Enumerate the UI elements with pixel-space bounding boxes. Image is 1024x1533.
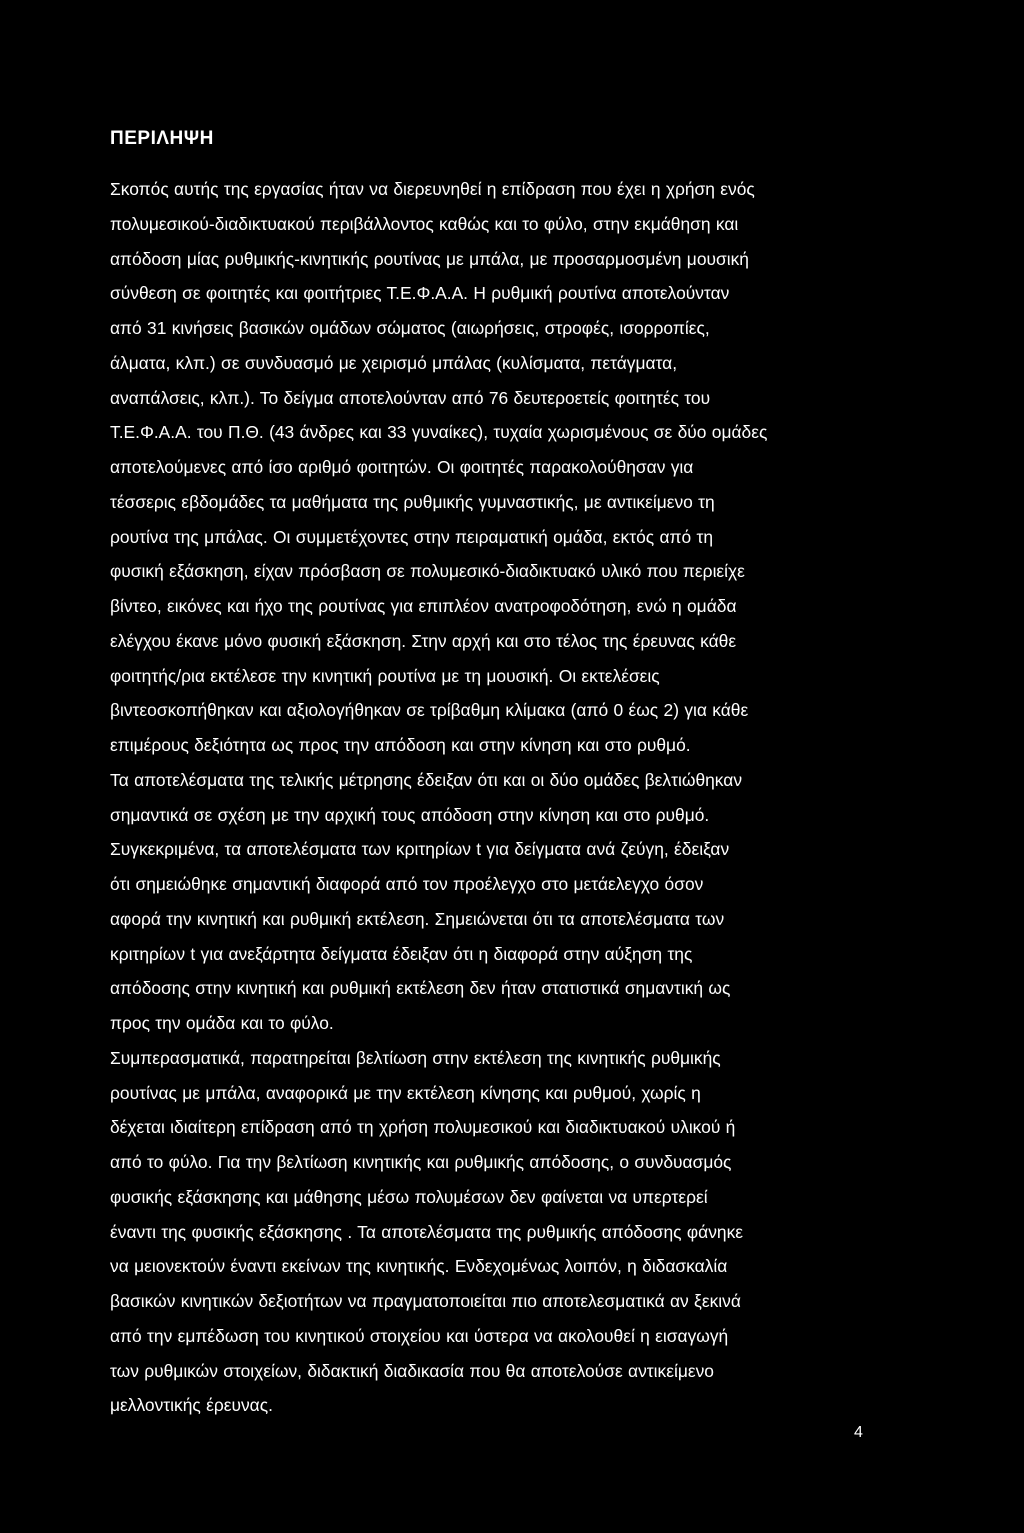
abstract-line: επιμέρους δεξιότητα ως προς την απόδοση και στην κίνηση και στο ρυθμό.: [110, 735, 691, 755]
abstract-body: [110, 172, 910, 1423]
abstract-line: από 31 κινήσεις βασικών ομάδων σώματος (αιωρήσεις, στροφές, ισορροπίες,: [110, 318, 710, 338]
abstract-line: φυσική εξάσκηση, είχαν πρόσβαση σε πολυμεσικό-διαδικτυακό υλικό που περιείχε: [110, 561, 745, 582]
page-number: 4: [854, 1424, 863, 1441]
abstract-line: απόδοσης στην κινητική και ρυθμική εκτέλεση δεν ήταν στατιστικά σημαντική ως: [110, 978, 731, 999]
abstract-line: σημαντικά σε σχέση με την αρχική τους απόδοση στην κίνηση και στο ρυθμό.: [110, 804, 710, 825]
abstract-line: αποτελούμενες από ίσο αριθμό φοιτητών. Οι φοιτητές παρακολούθησαν για: [110, 457, 694, 477]
abstract-line: ελέγχου έκανε μόνο φυσική εξάσκηση. Στην αρχή και στο τέλος της έρευνας κάθε: [110, 630, 737, 651]
abstract-line: των ρυθμικών στοιχείων, διδακτική διαδικασία που θα αποτελούσε αντικείμενο: [110, 1360, 714, 1381]
abstract-line: ρουτίνας με μπάλα, αναφορικά με την εκτέλεση κίνησης και ρυθμού, χωρίς η: [110, 1082, 701, 1103]
abstract-line: φυσικής εξάσκησης και μάθησης μέσω πολυμέσων δεν φαίνεται να υπερτερεί: [110, 1186, 708, 1207]
abstract-line: απόδοση μίας ρυθμικής-κινητικής ρουτίνας με μπάλα, με προσαρμοσμένη μουσική: [110, 248, 749, 269]
abstract-line: Τ.Ε.Φ.Α.Α. του Π.Θ. (43 άνδρες και 33 γυναίκες), τυχαία χωρισμένους σε δύο ομάδες: [110, 422, 768, 443]
abstract-line: από την εμπέδωση του κινητικού στοιχείου και ύστερα να ακολουθεί η εισαγωγή: [110, 1325, 729, 1346]
abstract-line: έναντι της φυσικής εξάσκησης . Τα αποτελέσματα της ρυθμικής απόδοσης φάνηκε: [110, 1221, 744, 1242]
abstract-heading: ΠΕΡΙΛΗΨΗ: [110, 128, 214, 149]
abstract-line: αναπάλσεις, κλπ.). Το δείγμα αποτελούνταν από 76 δευτεροετείς φοιτητές του: [110, 387, 711, 408]
abstract-line: Τα αποτελέσματα της τελικής μέτρησης έδειξαν ότι και οι δύο ομάδες βελτιώθηκαν: [110, 769, 743, 790]
abstract-line: ρουτίνα της μπάλας. Οι συμμετέχοντες στην πειραματική ομάδα, εκτός από τη: [110, 526, 714, 547]
abstract-line: Συγκεκριμένα, τα αποτελέσματα των κριτηρίων t για δείγματα ανά ζεύγη, έδειξαν: [110, 839, 730, 860]
abstract-line: ότι σημειώθηκε σημαντική διαφορά από τον προέλεγχο στο μετάελεγχο όσον: [110, 874, 704, 894]
abstract-line: δέχεται ιδιαίτερη επίδραση από τη χρήση πολυμεσικού και διαδικτυακού υλικού ή: [110, 1117, 736, 1138]
abstract-line: Συμπερασματικά, παρατηρείται βελτίωση στην εκτέλεση της κινητικής ρυθμικής: [110, 1047, 721, 1068]
abstract-line: μελλοντικής έρευνας.: [110, 1395, 273, 1416]
abstract-line: κριτηρίων t για ανεξάρτητα δείγματα έδειξαν ότι η διαφορά στην αύξηση της: [110, 943, 693, 964]
abstract-line: Σκοπός αυτής της εργασίας ήταν να διερευνηθεί η επίδραση που έχει η χρήση ενός: [110, 179, 755, 199]
abstract-line: φοιτητής/ρια εκτέλεσε την κινητική ρουτίνα με τη μουσική. Οι εκτελέσεις: [110, 665, 660, 686]
abstract-line: βίντεο, εικόνες και ήχο της ρουτίνας για επιπλέον ανατροφοδότηση, ενώ η ομάδα: [110, 596, 737, 616]
abstract-line: προς την ομάδα και το φύλο.: [110, 1013, 334, 1033]
abstract-line: άλματα, κλπ.) σε συνδυασμό με χειρισμό μπάλας (κυλίσματα, πετάγματα,: [110, 352, 678, 373]
abstract-line: σύνθεση σε φοιτητές και φοιτήτριες Τ.Ε.Φ.Α.Α. Η ρυθμική ρουτίνα αποτελούνταν: [110, 283, 730, 304]
abstract-line: τέσσερις εβδομάδες τα μαθήματα της ρυθμικής γυμναστικής, με αντικείμενο τη: [110, 491, 715, 512]
abstract-line: να μειονεκτούν έναντι εκείνων της κινητικής. Ενδεχομένως λοιπόν, η διδασκαλία: [110, 1256, 728, 1277]
abstract-line: βιντεοσκοπήθηκαν και αξιολογήθηκαν σε τρίβαθμη κλίμακα (από 0 έως 2) για κάθε: [110, 700, 749, 721]
abstract-line: πολυμεσικού-διαδικτυακού περιβάλλοντος καθώς και το φύλο, στην εκμάθηση και: [110, 213, 739, 234]
abstract-line: βασικών κινητικών δεξιοτήτων να πραγματοποιείται πιο αποτελεσματικά αν ξεκινά: [110, 1291, 741, 1311]
abstract-line: αφορά την κινητική και ρυθμική εκτέλεση. Σημειώνεται ότι τα αποτελέσματα των: [110, 908, 725, 929]
abstract-line: από το φύλο. Για την βελτίωση κινητικής και ρυθμικής απόδοσης, ο συνδυασμός: [110, 1152, 732, 1172]
